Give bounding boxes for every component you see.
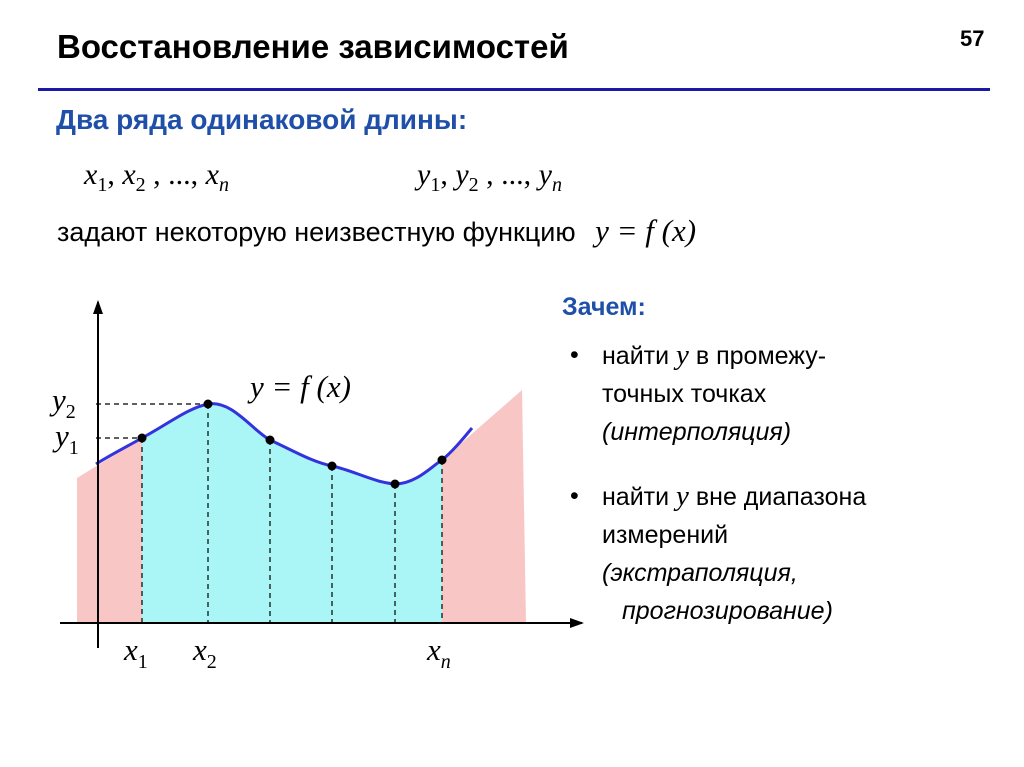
bullet1-line1-end: в промежу-: [688, 342, 827, 370]
interpolation-region: [142, 404, 442, 622]
bullet1-line3: (интерполяция): [602, 418, 792, 446]
data-point: [391, 480, 400, 489]
y-seq-sep1: ,: [440, 158, 456, 191]
y-seq-y1: y: [417, 158, 431, 191]
curve-label: y = f (x): [250, 369, 351, 404]
left-extrapolation-region: [77, 438, 142, 622]
y2-label-sub: 2: [65, 401, 76, 423]
y-seq-yn-sub: n: [551, 174, 562, 196]
x-seq-sep1: ,: [107, 158, 123, 191]
x1-label: [123, 632, 148, 673]
x2-label-sub: 2: [206, 651, 217, 673]
page-title: Восстановление зависимостей: [57, 28, 569, 65]
x-seq-x2: x: [122, 158, 136, 191]
y1-label-sub: 1: [68, 437, 79, 459]
x-seq-x1-sub: 1: [97, 174, 108, 196]
xn-label-main: x: [427, 632, 441, 667]
xn-label: [426, 632, 451, 673]
data-point: [328, 462, 337, 471]
bullet-dot: •: [570, 341, 579, 369]
x-seq-x2-sub: 2: [135, 174, 146, 196]
bullet-text: [602, 336, 826, 451]
bullet2-line1-start: найти: [602, 483, 677, 511]
y2-label: [49, 382, 76, 423]
y1-label: [52, 418, 79, 459]
x1-label-sub: 1: [137, 651, 148, 673]
x2-label: [192, 632, 217, 673]
y-seq-yn: y: [538, 158, 552, 191]
right-extrapolation-region: [442, 390, 526, 622]
data-point: [438, 456, 447, 465]
why-heading: Зачем:: [562, 293, 646, 321]
function-formula: y = f (x): [595, 213, 697, 248]
data-point: [266, 436, 275, 445]
xn-label-sub: n: [440, 651, 451, 673]
bullet2-var: y: [676, 480, 689, 512]
x1-label-main: x: [124, 632, 138, 667]
slide-number: 57: [960, 26, 985, 51]
y-seq-ellipsis: , ...,: [478, 158, 539, 191]
bullet2-line4: прогнозирование): [622, 597, 833, 625]
y1-label-main: y: [55, 418, 69, 453]
bullet1-line2: точных точках: [602, 380, 767, 408]
x-seq-ellipsis: , ...,: [145, 158, 206, 191]
subtitle: Два ряда одинаковой длины:: [56, 104, 468, 135]
bullet2-line2: измерений: [602, 521, 729, 549]
bullet-text: [602, 477, 866, 630]
y-seq-y2-sub: 2: [468, 174, 479, 196]
y2-label-main: y: [52, 382, 66, 417]
x-seq-xn: x: [205, 158, 219, 191]
x-seq-xn-sub: n: [218, 174, 229, 196]
x-seq-x1: x: [84, 158, 98, 191]
bullet1-var: y: [676, 339, 689, 371]
y-seq-y2: y: [455, 158, 469, 191]
bullet-dot: •: [570, 482, 579, 510]
y-seq-y1-sub: 1: [430, 174, 441, 196]
data-point: [204, 400, 213, 409]
x2-label-main: x: [193, 632, 207, 667]
description-text: задают некоторую неизвестную функцию: [57, 217, 576, 247]
bullet2-line3: (экстраполяция,: [602, 559, 798, 587]
data-point: [138, 434, 147, 443]
bullet1-line1-start: найти: [602, 342, 677, 370]
bullet2-line1-end: вне диапазона: [688, 483, 867, 511]
